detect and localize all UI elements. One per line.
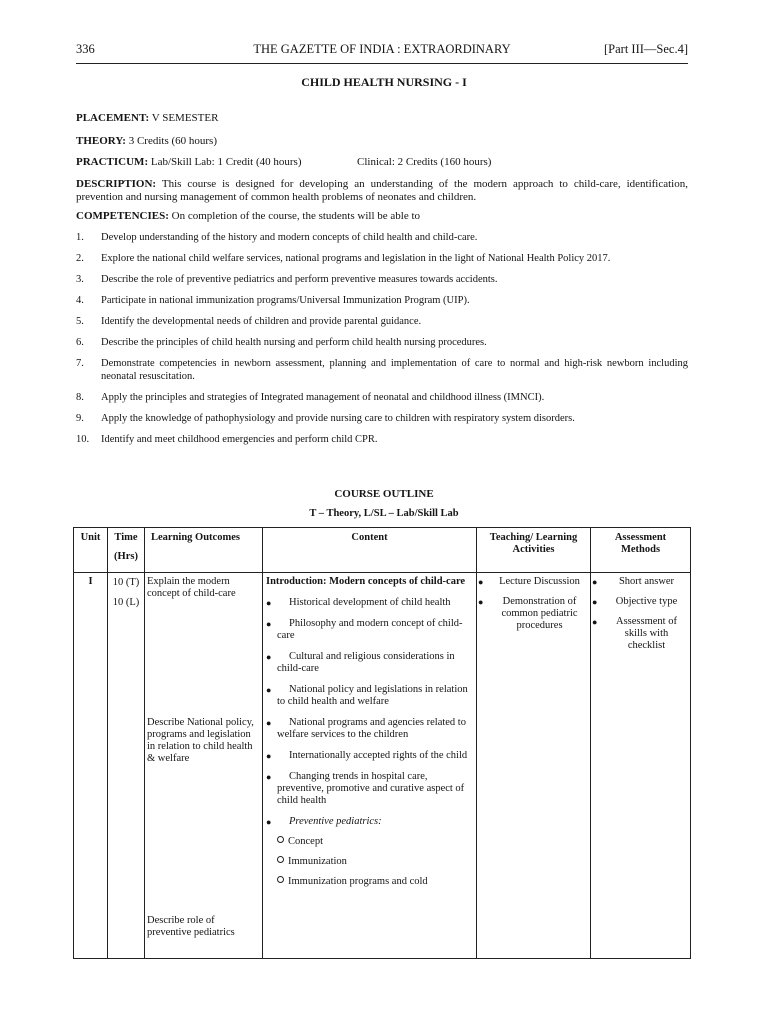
circle-bullet-icon (277, 876, 284, 883)
list-item (480, 596, 587, 632)
item-text: Apply the knowledge of pathophysiology and provide nursing care to children with respiratory system disorders. (101, 413, 575, 424)
content-item: National policy and legislations in relation to child health and welfare (277, 684, 468, 707)
content-cell (263, 573, 477, 959)
learning-outcomes-cell (145, 573, 263, 959)
content-item: Philosophy and modern concept of child-care (277, 618, 463, 641)
assessment-cell (591, 573, 691, 959)
list-item (266, 816, 473, 828)
placement-value: V SEMESTER (151, 112, 219, 124)
item-number: 8. (76, 392, 84, 403)
description-label: DESCRIPTION: (76, 178, 157, 190)
page-number: 336 (76, 42, 95, 56)
competencies-intro-line (76, 210, 688, 223)
col-unit: Unit (74, 528, 108, 573)
item-number: 5. (76, 316, 84, 327)
content-subitem: Immunization (288, 856, 347, 867)
item-text: Identify and meet childhood emergencies and perform child CPR. (101, 434, 378, 445)
col-time (108, 528, 145, 573)
assessment-item: Short answer (618, 576, 675, 587)
bullet-icon: ● (478, 597, 484, 607)
item-number: 7. (76, 358, 84, 369)
course-outline-legend: T – Theory, L/SL – Lab/Skill Lab (309, 508, 459, 519)
item-text: Describe the principles of child health nursing and perform child health nursing procedures. (101, 337, 487, 348)
circle-bullet-icon (277, 856, 284, 863)
practicum-label: PRACTICUM: (76, 156, 149, 168)
item-text: Apply the principles and strategies of Integrated management of neonatal and childhood illness (IMNCI). (101, 392, 545, 403)
learning-outcome: Describe National policy, programs and legislation in relation to child health & welfare (147, 717, 254, 764)
course-outline-table (73, 527, 691, 959)
bullet-icon: ● (266, 751, 272, 761)
bullet-icon: ● (266, 652, 272, 662)
clinical-value: Clinical: 2 Credits (160 hours) (357, 156, 492, 168)
item-number: 6. (76, 337, 84, 348)
content-heading: Introduction: Modern concepts of child-care (266, 576, 466, 587)
time-lab: 10 (L) (112, 597, 140, 608)
col-assessment: Assessment Methods (591, 528, 691, 573)
assessment-list (594, 576, 687, 652)
competencies-label: COMPETENCIES: (76, 210, 169, 222)
course-outline-title: COURSE OUTLINE (334, 488, 434, 500)
content-item: Internationally accepted rights of the child (289, 750, 468, 761)
teaching-list (480, 576, 587, 632)
theory-line (76, 135, 688, 148)
item-text: Participate in national immunization programs/Universal Immunization Program (UIP). (101, 295, 470, 306)
list-item (266, 597, 473, 609)
item-number: 1. (76, 232, 84, 243)
preventive-pediatrics-sublist (266, 836, 473, 888)
content-item: Cultural and religious considerations in child-care (277, 651, 455, 674)
course-title: CHILD HEALTH NURSING - I (301, 75, 467, 89)
list-item (594, 576, 687, 588)
theory-value: 3 Credits (60 hours) (128, 135, 217, 147)
circle-bullet-icon (277, 836, 284, 843)
list-item (266, 876, 473, 888)
item-text: Identify the developmental needs of children and provide parental guidance. (101, 316, 422, 327)
practicum-line (76, 156, 688, 169)
list-item (76, 433, 688, 446)
assessment-item: Assessment of skills with checklist (616, 616, 677, 651)
col-time-unit: (Hrs) (114, 551, 138, 562)
list-item (76, 273, 688, 286)
teaching-cell (477, 573, 591, 959)
list-item (266, 856, 473, 868)
item-text: Describe the role of preventive pediatrics and perform preventive measures towards accidents. (101, 274, 498, 285)
list-item (76, 357, 688, 383)
table-row (74, 573, 691, 959)
content-subitem: Immunization programs and cold (288, 876, 428, 887)
list-item (266, 651, 473, 675)
section-label: [Part III—Sec.4] (604, 42, 688, 56)
unit-cell: I (74, 573, 108, 959)
bullet-icon: ● (478, 577, 484, 587)
teaching-item: Lecture Discussion (499, 576, 580, 587)
bullet-icon: ● (592, 597, 598, 607)
bullet-icon: ● (592, 617, 598, 627)
bullet-icon: ● (266, 718, 272, 728)
item-number: 2. (76, 253, 84, 264)
item-number: 4. (76, 295, 84, 306)
learning-outcome: Describe role of preventive pediatrics (147, 915, 235, 938)
col-content: Content (263, 528, 477, 573)
header-rule (76, 63, 688, 64)
bullet-icon: ● (592, 577, 598, 587)
item-number: 3. (76, 274, 84, 285)
list-item (480, 576, 587, 588)
page-header (76, 42, 688, 62)
content-subitem: Concept (288, 836, 323, 847)
bullet-icon: ● (266, 685, 272, 695)
list-item (76, 391, 688, 404)
list-item (76, 294, 688, 307)
learning-outcome: Explain the modern concept of child-care (147, 576, 236, 599)
description-text: This course is designed for developing an understanding of the modern approach to child-care, identification, prevention and nursing management of common health problems of neonates and children. (76, 178, 688, 203)
content-item: Historical development of child health (289, 597, 451, 608)
col-time-label: Time (114, 532, 138, 543)
list-item (76, 231, 688, 244)
list-item (594, 616, 687, 652)
time-theory: 10 (T) (112, 577, 140, 588)
list-item (594, 596, 687, 608)
list-item (266, 717, 473, 741)
content-item: Changing trends in hospital care, preventive, promotive and curative aspect of child health (277, 771, 465, 806)
bullet-icon: ● (266, 817, 272, 827)
list-item (76, 336, 688, 349)
time-cell (108, 573, 145, 959)
list-item (266, 771, 473, 807)
item-number: 9. (76, 413, 84, 424)
col-teaching: Teaching/ Learning Activities (477, 528, 591, 573)
placement-line (76, 112, 688, 125)
bullet-icon: ● (266, 772, 272, 782)
item-number: 10. (76, 434, 90, 445)
list-item (76, 412, 688, 425)
list-item (266, 684, 473, 708)
description-paragraph (76, 178, 688, 204)
list-item (266, 618, 473, 642)
competencies-intro: On completion of the course, the students will be able to (171, 210, 421, 222)
bullet-icon: ● (266, 619, 272, 629)
bullet-icon: ● (266, 598, 272, 608)
placement-label: PLACEMENT: (76, 112, 150, 124)
teaching-item: Demonstration of common pediatric procedures (501, 596, 578, 631)
assessment-item: Objective type (615, 596, 678, 607)
gazette-title: THE GAZETTE OF INDIA : EXTRAORDINARY (253, 42, 511, 56)
content-list (266, 597, 473, 828)
table-header-row (74, 528, 691, 573)
list-item (76, 252, 688, 265)
competencies-list (76, 231, 688, 454)
list-item (266, 750, 473, 762)
item-text: Demonstrate competencies in newborn assessment, planning and implementation of care to normal and high-risk newborn including neonatal resuscitation. (101, 358, 688, 382)
practicum-value: Lab/Skill Lab: 1 Credit (40 hours) (150, 156, 302, 168)
theory-label: THEORY: (76, 135, 126, 147)
col-learning-outcomes: Learning Outcomes (145, 528, 263, 573)
item-text: Explore the national child welfare services, national programs and legislation in the light of National Health Policy 2017. (101, 253, 611, 264)
list-item (76, 315, 688, 328)
list-item (266, 836, 473, 848)
content-item: National programs and agencies related to welfare services to the children (277, 717, 466, 740)
content-item: Preventive pediatrics: (289, 816, 382, 827)
item-text: Develop understanding of the history and modern concepts of child health and child-care. (101, 232, 478, 243)
